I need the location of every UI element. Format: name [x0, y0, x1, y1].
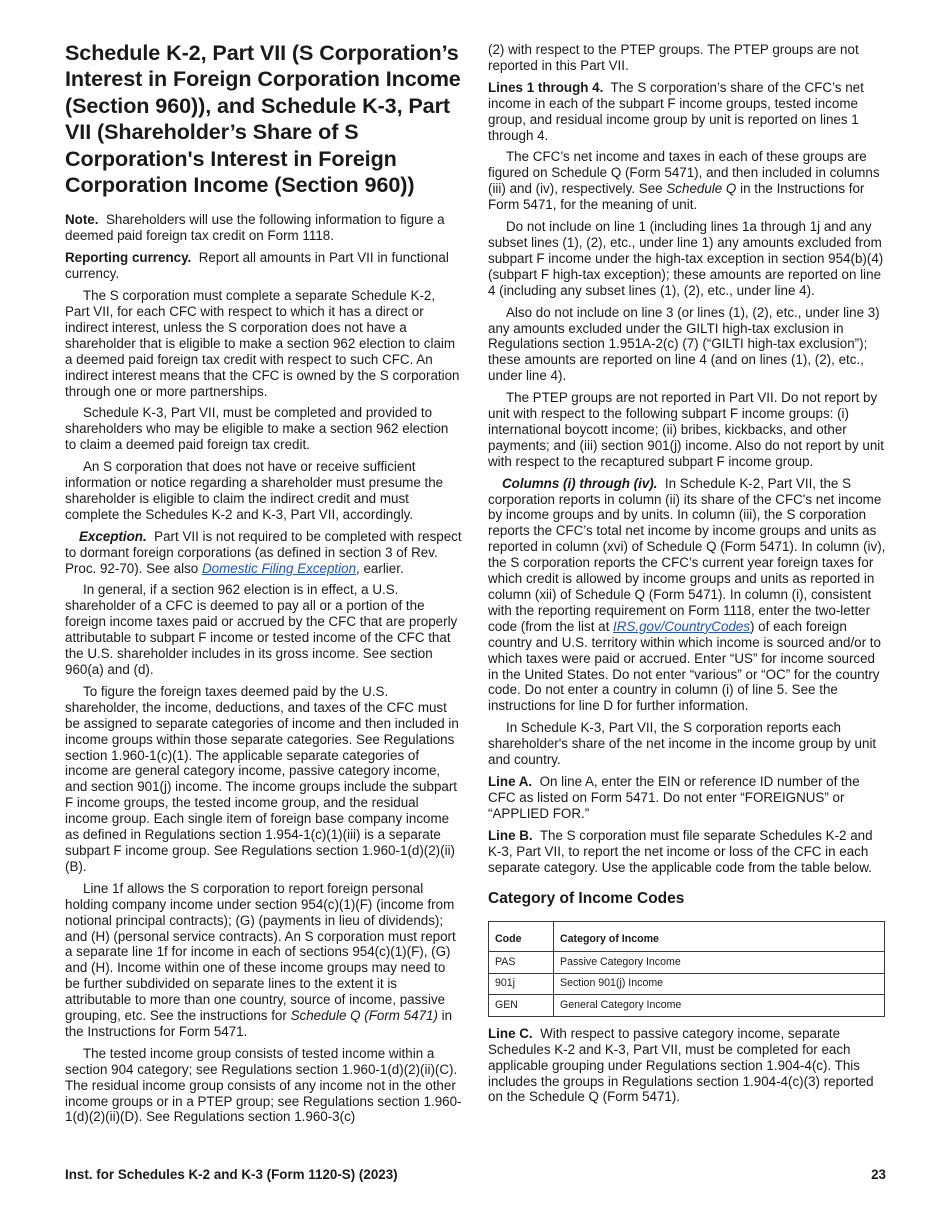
columns-paragraph: [488, 476, 886, 715]
note-text: Shareholders will use the following information to figure a deemed paid foreign tax credit on Form 1118.: [65, 212, 445, 244]
paragraph-line-3-exclusion: Also do not include on line 3 (or lines (1), (2), etc., under line 3) any amounts excluded under the GILTI high-tax exclusion in Regulations section 1.951A-2(c) (7) (“GILTI high-tax exclusion”); these amounts are reported on line 4 (and on lines (1), (2), etc., under line 4).: [488, 304, 880, 384]
line-a-text: On line A, enter the EIN or reference ID number of the CFC as listed on Form 5471. Do not enter “FOREIGNUS” or “APPLIED FOR.”: [488, 773, 860, 821]
table-header-code: Code: [489, 922, 554, 952]
line-a-paragraph: [488, 774, 886, 822]
left-column: [65, 40, 462, 1131]
paragraph-separate-schedule: The S corporation must complete a separate Schedule K-2, Part VII, for each CFC with respect to which it has a direct or indirect interest, unless the S corporation does not have a shareholder that is eligible to make a section 962 election to claim a deemed paid foreign tax credit with respect to such CFC. An indirect interest means that the CFC is owned by the S corporation through one or more partnerships.: [65, 288, 460, 399]
line-b-paragraph: [488, 828, 886, 876]
table-cell-category: General Category Income: [554, 995, 885, 1017]
paragraph-section-962: In general, if a section 962 election is in effect, a U.S. shareholder of a CFC is deemed to pay all or a portion of the foreign income taxes paid or accrued by the CFC that are properly attributable to subpart F income or tested income of the CFC that the U.S. shareholder includes in its gross income. See section 960(a) and (d).: [65, 582, 458, 677]
line-1f-end: in the Instructions for Form 5471.: [65, 1008, 453, 1039]
paragraph-tested-income: The tested income group consists of tested income within a section 904 category; see Regulations section 1.960-1(d)(2)(ii)(C). The residual income group consists of any income not in the other income groups or in a PTEP group; see Regulations section 1.960-1(d)(2)(ii)(D). See Regulations section 1.960-3(c): [65, 1045, 462, 1125]
paragraph-line-1-exclusion: Do not include on line 1 (including lines 1a through 1j and any subset lines (1), (2), etc., under line 1) any amounts excluded from subpart F income under the high-tax exception in section 954(b)(4) (subpart F high-tax exception); these amounts are reported on line 4 (including any subset lines (1), (2), etc., under line 4).: [488, 219, 884, 298]
table-cell-code: 901j: [489, 973, 554, 995]
table-cell-code: PAS: [489, 952, 554, 974]
columns-lead: Columns (i) through (iv).: [502, 475, 658, 491]
table-header-category: Category of Income: [554, 922, 885, 952]
net-income-text: The CFC’s net income and taxes in each of these groups are figured on Schedule Q (Form 5471), and then included in columns (iii) and (iv), respectively. See: [488, 149, 880, 197]
table-row: [489, 973, 885, 995]
page-number: 23: [871, 1167, 886, 1182]
line-c-text: With respect to passive category income, separate Schedules K-2 and K-3, Part VII, must be completed for each applicable grouping under Regulations section 1.904-4(c). This includes the groups in Regulations section 1.904-4(c)(3) reported on the Schedule Q (Form 5471).: [488, 1025, 874, 1105]
line-b-text: The S corporation must file separate Schedules K-2 and K-3, Part VII, to report the net income or loss of the CFC in each separate category. Use the applicable code from the table below.: [488, 827, 873, 875]
exception-end: , earlier.: [356, 560, 404, 576]
paragraph-ptep-continued: (2) with respect to the PTEP groups. The PTEP groups are not reported in this Part VII.: [488, 42, 859, 73]
note-paragraph: [65, 212, 462, 244]
line-a-lead: Line A.: [488, 773, 533, 789]
lines-1-4-paragraph: [488, 80, 886, 144]
schedule-q-reference: Schedule Q (Form 5471): [290, 1008, 438, 1024]
line-b-lead: Line B.: [488, 827, 533, 843]
reporting-currency-paragraph: [65, 250, 462, 282]
exception-text: Part VII is not required to be completed with respect to dormant foreign corporations (as defined in section 3 of Rev. Proc. 92-70). See also: [65, 528, 462, 576]
table-row: [489, 952, 885, 974]
table-cell-category: Section 901(j) Income: [554, 973, 885, 995]
footer-title: Inst. for Schedules K-2 and K-3 (Form 1120-S) (2023): [65, 1167, 398, 1182]
reporting-currency-lead: Reporting currency.: [65, 250, 192, 266]
right-column: [488, 42, 886, 1111]
net-income-end: in the Instructions for Form 5471, for the meaning of unit.: [488, 181, 865, 213]
reporting-currency-text: Report all amounts in Part VII in functional currency.: [65, 250, 449, 282]
paragraph-line-1f: [65, 881, 462, 1040]
paragraph-net-income-taxes: [488, 149, 886, 213]
domestic-filing-exception-link[interactable]: Domestic Filing Exception: [201, 560, 357, 576]
paragraph-k3-provided: Schedule K-3, Part VII, must be completed and provided to shareholders who may be eligible to make a section 962 election to claim a deemed paid foreign tax credit.: [65, 405, 449, 453]
section-title: Schedule K-2, Part VII (S Corporation’s Interest in Foreign Corporation Income (Section 960)), and Schedule K-3, Part VII (Shareholder’s Share of S Corporation's Interest in Foreign Corporation Income (Section 960)): [65, 40, 461, 198]
category-codes-table: [488, 921, 885, 1017]
columns-text-end: ) of each foreign country and U.S. territory within which income is sourced and/or to which taxes were paid or accrued. Enter “US” for income sourced in the United States. Do not enter “various” or “OC” for the country code. Do not enter a country in column (i) of line 5. See the instructions for line D for further information.: [488, 618, 881, 714]
note-lead: Note.: [65, 212, 99, 228]
lines-1-4-text: The S corporation’s share of the CFC’s net income in each of the subpart F income groups, tested income group, and residual income group by unit is reported on lines 1 through 4.: [488, 79, 864, 143]
paragraph-presume-eligible: An S corporation that does not have or receive sufficient information or notice regarding a shareholder must presume the shareholder is eligible to claim the indirect credit and must complete the Schedules K-2 and K-3, Part VII, accordingly.: [65, 459, 444, 522]
paragraph-k3-part-vii: In Schedule K-3, Part VII, the S corporation reports each shareholder's share of the net income in the income group by unit and country.: [488, 720, 877, 768]
exception-paragraph: [65, 529, 462, 577]
line-c-lead: Line C.: [488, 1025, 533, 1041]
category-codes-heading: Category of Income Codes: [488, 890, 685, 908]
table-cell-code: GEN: [489, 995, 554, 1017]
paragraph-foreign-taxes: To figure the foreign taxes deemed paid by the U.S. shareholder, the income, deductions, and taxes of the CFC must be assigned to separate categories of income and then included in income groups within those separate categories. See Regulations section 1.960-1(c)(1). The applicable separate categories of income are general category income, passive category income, and section 901(j) income. The income groups include the subpart F income groups, the tested income group, and the residual income group. Each single item of foreign base company income as defined in Regulations section 1.954-1(c)(1)(iii) is a separate subpart F income group. See Regulations section 1.960-1(d)(2)(ii)(B).: [65, 683, 459, 874]
schedule-q-ref: Schedule Q: [666, 181, 737, 197]
columns-text: In Schedule K-2, Part VII, the S corporation reports in column (ii) its share of the CFC's net income by income groups and by units. In column (iii), the S corporation reports the CFC’s total net income by income groups and units as reported in column (xvi) of Schedule Q (Form 5471). In column (iv), the S corporation reports the CFC’s current year foreign taxes for which credit is allowed by income groups and units as reported in column (xii) of Schedule Q (Form 5471). In column (i), consistent with the reporting requirement on Form 1118, enter the two-letter code (from the list at: [488, 475, 886, 634]
table-cell-category: Passive Category Income: [554, 952, 885, 974]
lines-1-4-lead: Lines 1 through 4.: [488, 79, 604, 95]
table-row: [489, 995, 885, 1017]
country-codes-link[interactable]: IRS.gov/CountryCodes: [613, 618, 750, 634]
line-1f-text: Line 1f allows the S corporation to report foreign personal holding company income under section 954(c)(1)(F) (income from notional principal contracts); (G) (payments in lieu of dividends); and (H) (personal service contracts). An S corporation must report a separate line 1f for income in each of sections 954(c)(1)(F), (G) and (H). Income within one of these income groups may need to be further subdivided on separate lines to the extent it is attributable to more than one country, source of income, passive grouping, etc. See the instructions for: [65, 880, 456, 1024]
table-header-row: [489, 922, 885, 952]
paragraph-ptep-groups: The PTEP groups are not reported in Part VII. Do not report by unit with respect to the following subpart F income groups: (i) international boycott income; (ii) bribes, kickbacks, and other payments; and (iii) section 901(j) income. Also do not report by unit with respect to the recaptured subpart F income group.: [488, 390, 884, 469]
exception-lead: Exception.: [79, 528, 147, 544]
line-c-paragraph: [488, 1026, 886, 1106]
